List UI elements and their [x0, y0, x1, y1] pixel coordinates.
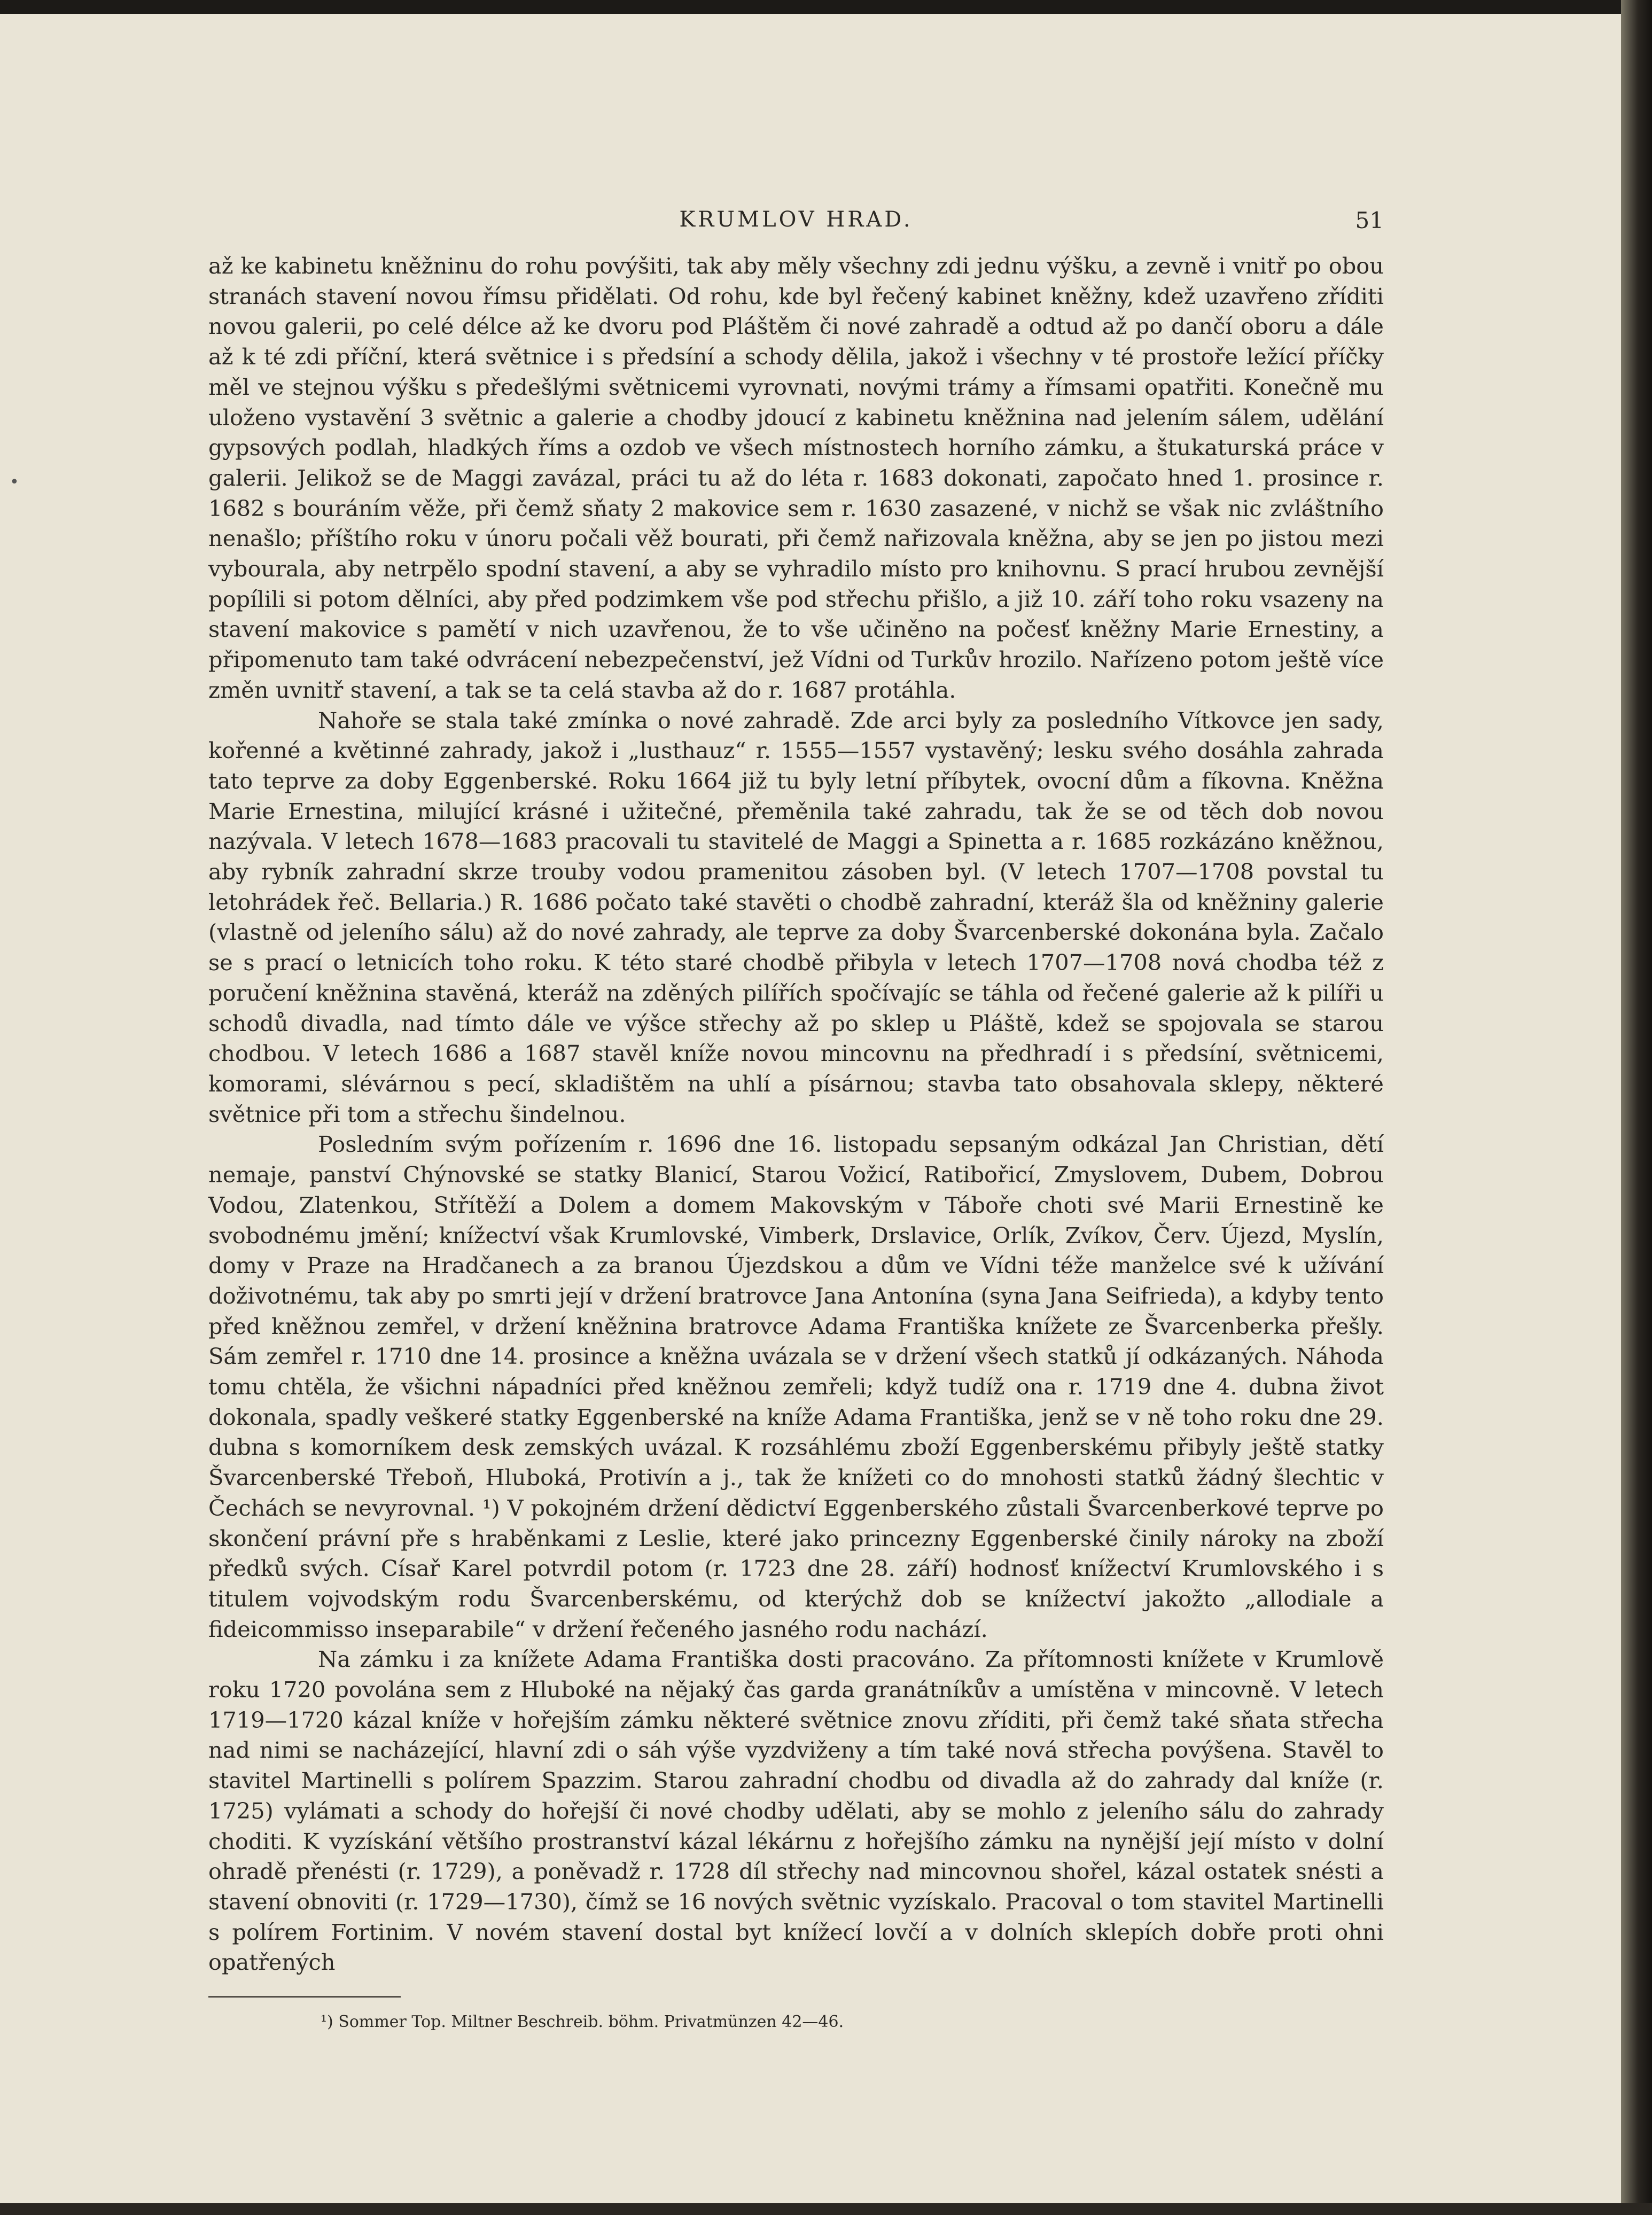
text-block — [208, 203, 1384, 2033]
paragraph-4: Na zámku i za knížete Adama Františka dosti pracováno. Za přítomnosti knížete v Krumlově roku 1720 povolána sem z Hluboké na nějaký čas garda granátníkův a umístěna v mincovně. V letech 1719—1720 kázal kníže v hořejším zámku některé světnice znovu zříditi, při čemž také sňata střecha nad nimi se nacházející, hlavní zdi o sáh výše vyzdviženy a tím také nová střecha povýšena. Stavěl to stavitel Martinelli s polírem Spazzim. Starou zahradní chodbu od divadla až do zahrady dal kníže (r. 1725) vylámati a schody do hořejší či nové chodby udělati, aby se mohlo z jeleního sálu do zahrady choditi. K vyzískání většího prostranství kázal lékárnu z hořejšího zámku na nynější její místo v dolní ohradě přenésti (r. 1729), a poněvadž r. 1728 díl střechy nad mincovnou shořel, kázal ostatek snésti a stavení obnoviti (r. 1729—1730), čímž se 16 nových světnic vyzískalo. Pracoval o tom stavitel Martinelli s polírem Fortinim. V novém stavení dostal byt knížecí lovčí a v dolních sklepích dobře proti ohni opatřených — [208, 1646, 1384, 1976]
paragraph-3: Posledním svým pořízením r. 1696 dne 16. listopadu sepsaným odkázal Jan Christian, dětí nemaje, panství Chýnovské se statky Blanicí, Starou Vožicí, Ratibořicí, Zmyslovem, Dubem, Dobrou Vodou, Zlatenkou, Střítěží a Dolem a domem Makovským v Táboře choti své Marii Ernestině ke svobodnému jmění; knížectví však Krumlovské, Vimberk, Drslavice, Orlík, Zvíkov, Červ. Újezd, Myslín, domy v Praze na Hradčanech a za branou Újezdskou a dům ve Vídni téže manželce své k užívání doživotnému, tak aby po smrti její v držení bratrovce Jana Antonína (syna Jana Seifrieda), a kdyby tento před kněžnou zemřel, v držení kněžnina bratrovce Adama Františka knížete ze Švarcenberka přešly. Sám zemřel r. 1710 dne 14. prosince a kněžna uvázala se v držení všech statků jí odkázaných. Náhoda tomu chtěla, že všichni nápadníci před kněžnou zemřeli; když tudíž ona r. 1719 dne 4. dubna život dokonala, spadly veškeré statky Eggenberské na knížе Adama Františka, jenž se v ně toho roku dne 29. dubna s komorníkem desk zemských uvázal. K rozsáhlému zboží Eggenberskému přibyly ještě statky Švarcenberské Třeboň, Hluboká, Protivín a j., tak že knížeti co do mnohosti statků žádný šlechtic v Čechách se nevyrovnal. ¹) V pokojném držení dědictví Eggenberského zůstali Švarcenberkové teprve po skončení právní pře s hraběnkami z Leslie, které jako princezny Eggenberské činily nároky na zboží předků svých. Císař Karel potvrdil potom (r. 1723 dne 28. září) hodnosť knížectví Krumlovského i s titulem vojvodským rodu Švarcenberskému, od kterýchž dob se knížectví jakožto „allodiale a fideicommisso inseparabile“ v držení řečeného jasného rodu nachází. — [208, 1131, 1384, 1642]
scan-bottom-edge — [0, 2203, 1652, 2215]
margin-dot: • — [10, 473, 19, 492]
running-title: KRUMLOV HRAD. — [679, 207, 913, 232]
footnote: ¹) Sommer Top. Miltner Beschreib. böhm. Privatmünzen 42—46. — [321, 2013, 844, 2032]
page-number: 51 — [1355, 207, 1384, 233]
paragraph-2: Nahoře se stala také zmínka o nové zahradě. Zde arci byly za posledního Vítkovce jen sady, kořenné a květinné zahrady, jakož i „lusthauz“ r. 1555—1557 vystavěný; lesku svého dosáhla zahrada tato teprve za doby Eggenberské. Roku 1664 již tu byly letní příbytek, ovocní dům a fíkovna. Kněžna Marie Ernestina, milující krásné i užitečné, přeměnila také zahradu, tak že se od těch dob novou nazývala. V letech 1678—1683 pracovali tu stavitelé de Maggi a Spinetta a r. 1685 rozkázáno kněžnou, aby rybník zahradní skrze trouby vodou pramenitou zásoben byl. (V letech 1707—1708 povstal tu letohrádek řeč. Bellaria.) R. 1686 počato také stavěti o chodbě zahradní, kteráž šla od kněžniny galerie (vlastně od jeleního sálu) až do nové zahrady, ale teprve za doby Švarcenberské dokonána byla. Začalo se s prací o letnicích toho roku. K této staré chodbě přibyla v letech 1707—1708 nová chodba též z poručení kněžnina stavěná, kteráž na zděných pilířích spočívajíc se táhla od řečené galerie až k pilíři u schodů divadla, nad tímto dále ve výšce střechy až po sklep u Pláště, kdež se spojovala se starou chodbou. V letech 1686 a 1687 stavěl kníže novou mincovnu na předhradí i s předsíní, světnicemi, komorami, slévárnou s pecí, skladištěm na uhlí a písárnou; stavba tato obsahovala sklepy, některé světnice při tom a střechu šindelnou. — [208, 707, 1384, 1127]
paragraph-1: až ke kabinetu kněžninu do rohu povýšiti, tak aby měly všechny zdi jednu výšku, a zevně i vnitř po obou stranách stavení novou římsu přidělati. Od rohu, kde byl řečený kabinet kněžny, kdež uzavřeno zříditi novou galerii, po celé délce až ke dvoru pod Pláštěm či nové zahradě a odtud až po dančí oboru a dále až k té zdi příční, která světnice i s předsíní a schody dělila, jakož i všechny v té prostoře ležící příčky měl ve stejnou výšku s předešlými světnicemi vyrovnati, novými trámy a římsami opatřiti. Konečně mu uloženo vystavění 3 světnic a galerie a chodby jdoucí z kabinetu kněžnina nad jelením sálem, udělání gypsových podlah, hladkých říms a ozdob ve všech místnostech horního zámku, a štukaturská práce v galerii. Jelikož se de Maggi zavázal, práci tu až do léta r. 1683 dokonati, započato hned 1. prosince r. 1682 s bouráním věže, při čemž sňaty 2 makovice sem r. 1630 zasazené, v nichž se však nic zvláštního nenašlo; příštího roku v únoru počali věž bourati, při čemž nařizovala kněžna, aby se jen po jistou mezi vybourala, aby netrpělo spodní stavení, a aby se vyhradilo místo pro knihovnu. S prací hrubou zevnější popílili si potom dělníci, aby před podzimkem vše pod střechu přišlo, a již 10. září toho roku vsazeny na stavení makovice s pamětí v nich uzavřenou, že to vše učiněno na počesť kněžny Marie Ernestiny, a připomenuto tam také odvrácení nebezpečenství, jež Vídni od Turkův hrozilo. Nařízeno potom ještě více změn uvnitř stavení, a tak se ta celá stavba až do r. 1687 protáhla. — [208, 253, 1384, 703]
footnote-rule — [208, 1996, 401, 1998]
page-header — [208, 203, 1384, 251]
book-spine-edge — [1621, 0, 1652, 2215]
scan-top-edge — [0, 0, 1652, 14]
